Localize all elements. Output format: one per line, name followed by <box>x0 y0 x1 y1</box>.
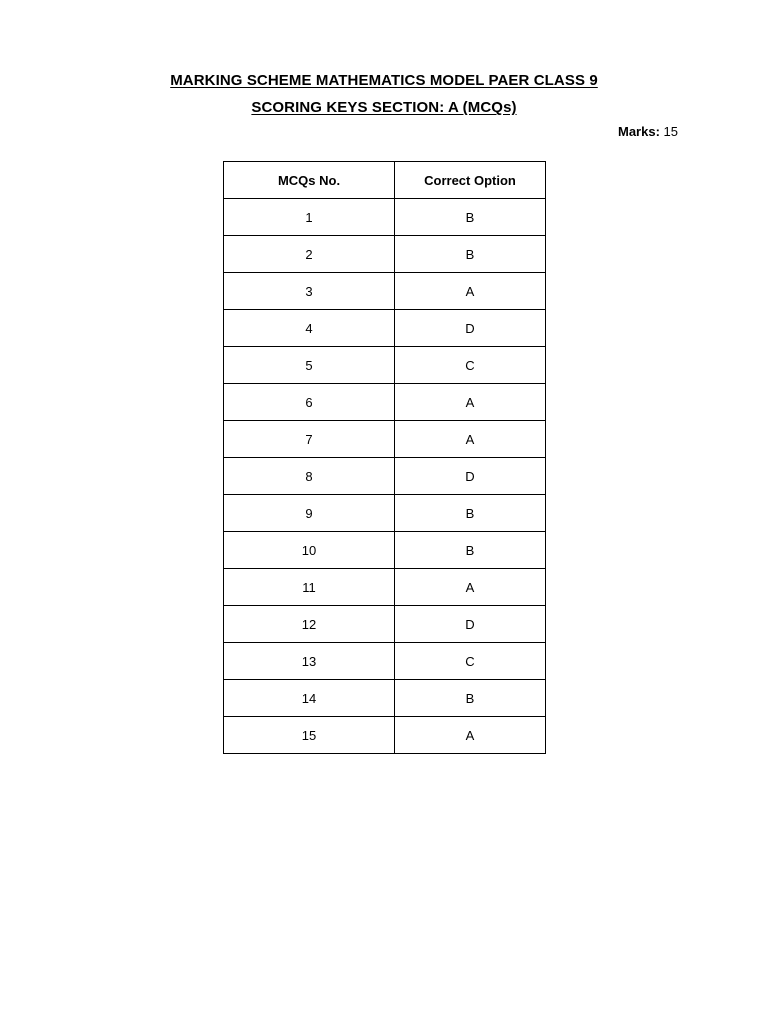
mcq-number-cell: 4 <box>224 310 395 347</box>
mcq-number-cell: 14 <box>224 680 395 717</box>
table-row <box>224 310 546 347</box>
correct-option-cell: A <box>395 421 546 458</box>
mcq-number-cell: 2 <box>224 236 395 273</box>
column-header-mcq-number: MCQs No. <box>224 162 395 199</box>
table-row <box>224 458 546 495</box>
table-header-row <box>224 162 546 199</box>
correct-option-cell: B <box>395 680 546 717</box>
table-row <box>224 347 546 384</box>
mcq-number-cell: 1 <box>224 199 395 236</box>
mcq-number-cell: 9 <box>224 495 395 532</box>
marks-label: Marks: <box>617 124 660 139</box>
correct-option-cell: B <box>395 495 546 532</box>
table-row <box>224 532 546 569</box>
mcq-number-cell: 5 <box>224 347 395 384</box>
table-row <box>224 495 546 532</box>
mcq-number-cell: 3 <box>224 273 395 310</box>
table-row <box>224 273 546 310</box>
table-row <box>224 236 546 273</box>
table-row <box>224 384 546 421</box>
correct-option-cell: B <box>395 236 546 273</box>
table-row <box>224 421 546 458</box>
table-row <box>224 717 546 754</box>
correct-option-cell: D <box>395 458 546 495</box>
mcq-number-cell: 6 <box>224 384 395 421</box>
marks-value: 15 <box>663 124 678 139</box>
correct-option-cell: D <box>395 606 546 643</box>
correct-option-cell: A <box>395 569 546 606</box>
mcq-number-cell: 13 <box>224 643 395 680</box>
correct-option-cell: B <box>395 199 546 236</box>
correct-option-cell: A <box>395 273 546 310</box>
marks-info <box>618 124 678 139</box>
correct-option-cell: A <box>395 384 546 421</box>
correct-option-cell: C <box>395 643 546 680</box>
mcq-number-cell: 10 <box>224 532 395 569</box>
mcq-number-cell: 11 <box>224 569 395 606</box>
table-row <box>224 199 546 236</box>
column-header-correct-option: Correct Option <box>395 162 546 199</box>
answer-key-body <box>224 199 546 754</box>
section-subtitle: SCORING KEYS SECTION: A (MCQs) <box>251 99 517 116</box>
mcq-number-cell: 15 <box>224 717 395 754</box>
correct-option-cell: A <box>395 717 546 754</box>
correct-option-cell: D <box>395 310 546 347</box>
mcq-number-cell: 12 <box>224 606 395 643</box>
document-title: MARKING SCHEME MATHEMATICS MODEL PAER CLASS 9 <box>170 72 598 89</box>
table-row <box>224 606 546 643</box>
mcq-number-cell: 8 <box>224 458 395 495</box>
correct-option-cell: B <box>395 532 546 569</box>
correct-option-cell: C <box>395 347 546 384</box>
table-row <box>224 569 546 606</box>
table-row <box>224 643 546 680</box>
answer-key-table <box>223 161 546 754</box>
table-row <box>224 680 546 717</box>
mcq-number-cell: 7 <box>224 421 395 458</box>
